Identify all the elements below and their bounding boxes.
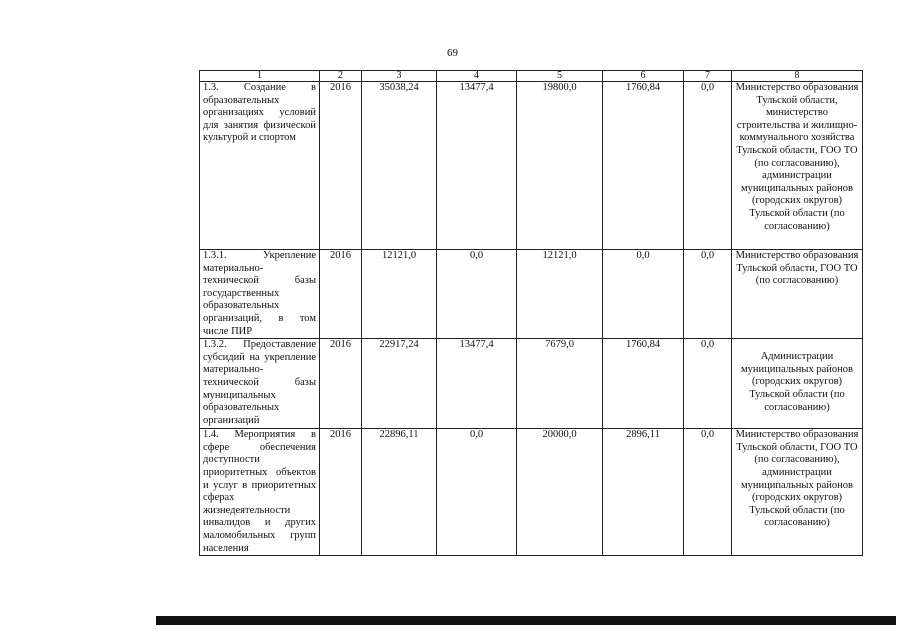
- executor-cell: Администрации муниципальных районов (городских округов) Тульской области (по согласованию): [732, 339, 863, 429]
- value-cell: 0,0: [684, 339, 732, 429]
- year-cell: 2016: [320, 429, 362, 556]
- executor-cell: Министерство образования Тульской области, министерство строительства и жилищно-коммунального хозяйства Тульской области, ГОО ТО (по согласованию), администрации муниципальных районов (городских округов) Тульской области (по согласованию): [732, 82, 863, 250]
- value-cell: 7679,0: [517, 339, 603, 429]
- header-cell: 4: [437, 71, 517, 82]
- value-cell: 0,0: [684, 82, 732, 250]
- table-row: [200, 429, 863, 556]
- measure-name: 1.3. Создание в образовательных организациях условий для занятия физической культурой и спортом: [200, 82, 320, 250]
- header-cell: 7: [684, 71, 732, 82]
- table-row: [200, 82, 863, 250]
- header-row: [200, 71, 863, 82]
- value-cell: 1760,84: [603, 339, 684, 429]
- header-cell: 1: [200, 71, 320, 82]
- value-cell: 0,0: [684, 250, 732, 339]
- value-cell: 22896,11: [362, 429, 437, 556]
- measure-name: 1.3.1. Укрепление материально-технической базы государственных образовательных организаций, в том числе ПИР: [200, 250, 320, 339]
- value-cell: 0,0: [437, 429, 517, 556]
- value-cell: 2896,11: [603, 429, 684, 556]
- program-table: [199, 70, 863, 556]
- bottom-divider: [156, 616, 896, 625]
- year-cell: 2016: [320, 339, 362, 429]
- header-cell: 2: [320, 71, 362, 82]
- table-row: [200, 250, 863, 339]
- value-cell: 13477,4: [437, 339, 517, 429]
- header-cell: 8: [732, 71, 863, 82]
- executor-cell: Министерство образования Тульской области, ГОО ТО (по согласованию): [732, 250, 863, 339]
- value-cell: 35038,24: [362, 82, 437, 250]
- value-cell: 0,0: [437, 250, 517, 339]
- value-cell: 20000,0: [517, 429, 603, 556]
- header-cell: 3: [362, 71, 437, 82]
- value-cell: 0,0: [603, 250, 684, 339]
- value-cell: 13477,4: [437, 82, 517, 250]
- value-cell: 0,0: [684, 429, 732, 556]
- value-cell: 22917,24: [362, 339, 437, 429]
- measure-name: 1.3.2. Предоставление субсидий на укрепление материально-технической базы муниципальных образовательных организаций: [200, 339, 320, 429]
- value-cell: 19800,0: [517, 82, 603, 250]
- value-cell: 12121,0: [517, 250, 603, 339]
- page-number: 69: [447, 47, 458, 59]
- year-cell: 2016: [320, 250, 362, 339]
- header-cell: 6: [603, 71, 684, 82]
- value-cell: 1760,84: [603, 82, 684, 250]
- value-cell: 12121,0: [362, 250, 437, 339]
- year-cell: 2016: [320, 82, 362, 250]
- measure-name: 1.4. Мероприятия в сфере обеспечения доступности приоритетных объектов и услуг в приоритетных сферах жизнедеятельности инвалидов и других маломобильных групп населения: [200, 429, 320, 556]
- executor-cell: Министерство образования Тульской области, ГОО ТО (по согласованию), администрации муниципальных районов (городских округов) Тульской области (по согласованию): [732, 429, 863, 556]
- table-row: [200, 339, 863, 429]
- header-cell: 5: [517, 71, 603, 82]
